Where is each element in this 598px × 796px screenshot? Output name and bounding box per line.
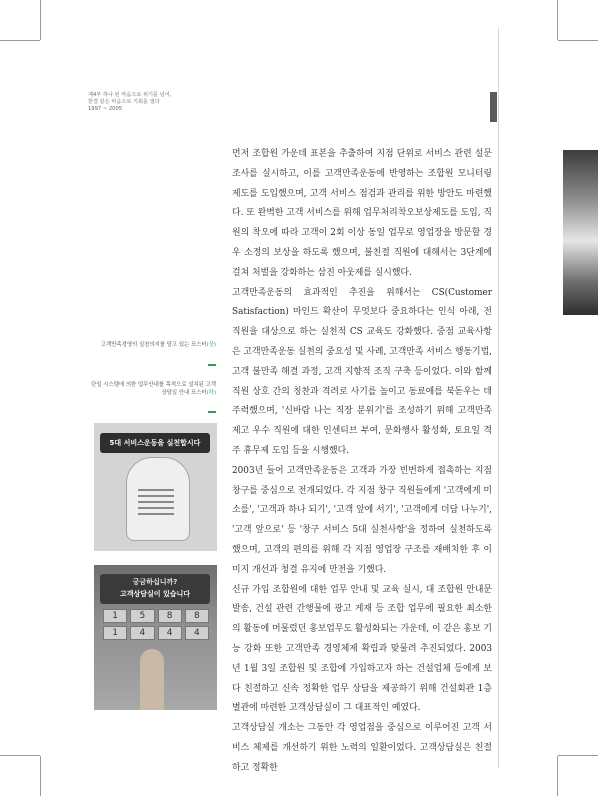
caption-top-poster xyxy=(88,341,216,349)
crop-mark xyxy=(557,0,558,40)
crop-mark xyxy=(558,40,598,41)
service-poster-image xyxy=(94,423,217,551)
poster-header-text: 5대 서비스운동을 실천합시다 xyxy=(109,439,201,447)
body-paragraph: 2003년 들어 고객만족운동은 고객과 가장 빈번하게 접촉하는 지점 창구를 중심으로 전개되었다. 각 지점 창구 직원들에게 '고객에게 미소를', '고객과 하나 되기', '고객 앞에 서기', '고객에게 더담 나누기', '고객 앞으로' 등 '창구 서비스 5대 실천사항'을 정하여 실천하도록 했으며, 고객의 편의를 위해 각 지점 영업장 구조를 재배치한 후 이미지 개선과 청결 유지에 만전을 기했다. xyxy=(232,465,492,575)
keypad-key: 4 xyxy=(158,626,182,640)
crop-mark xyxy=(0,40,40,41)
crop-mark xyxy=(40,756,41,796)
poster-header-text: 고객상담실이 있습니다 xyxy=(119,590,191,598)
keypad-key: 4 xyxy=(130,626,154,640)
caption-dash xyxy=(208,364,216,366)
running-head-line: 한결 같은 마음으로 기회를 열다 xyxy=(88,99,160,106)
chapter-tab-marker xyxy=(490,92,497,122)
keypad-key: 4 xyxy=(185,626,209,640)
keypad-key: 8 xyxy=(185,609,209,623)
keypad-key: 1 xyxy=(103,626,127,640)
page-margin-rule xyxy=(498,28,499,768)
running-head-line: 제4부 하나 된 마음으로 위기를 넘어, xyxy=(88,92,172,98)
crop-mark xyxy=(557,756,558,796)
body-paragraph: 신규 가입 조합원에 대한 업무 안내 및 교육 실시, 대 조합원 안내문 발송, 건설 관련 간행물에 광고 게재 등 조합 업무에 필요한 최소한의 활동에 머물렀던 홍보업무도 활성화되는 가운데, 이 같은 홍보 기능 강화 또한 고객만족 경영체제 확립과 맞물려 추진되었다. 2003년 1월 3일 조합원 및 조합에 가입하고자 하는 건설업체 등에게 보다 친절하고 신속 정확한 업무 상담을 제공하기 위해 건설회관 1층 별관에 마련한 고객상담실이 그 대표적인 예였다. xyxy=(232,584,492,714)
caption-dash xyxy=(208,411,216,413)
counseling-poster-image xyxy=(94,565,217,710)
crop-mark xyxy=(558,755,598,756)
poster-header-text: 궁금하십니까? xyxy=(132,578,178,586)
poster-list-lines xyxy=(138,489,174,519)
running-head xyxy=(88,92,218,114)
caption-position-mark: (상) xyxy=(206,342,216,348)
body-paragraph: 고객상담실 개소는 그동안 각 영업점을 중심으로 이루어진 고객 서비스 체제를 개선하기 위한 노력의 일환이었다. 고객상담실은 친절하고 정확한 xyxy=(232,723,492,773)
phone-keypad xyxy=(103,609,209,640)
body-paragraph: 고객만족운동의 효과적인 추진을 위해서는 CS(Customer Satisfaction) 마인드 확산이 무엇보다 중요하다는 인식 아래, 전 직원을 대상으로 하는 실천적 CS 교육도 강화했다. 중점 교육사항은 고객만족운동 실천의 중요성 및 사례, 고객만족 서비스 행동기법, 고객 불만족 해결 과정, 고객 지향적 조직 구축 등이었다. 이와 함께 직원 상호 간의 칭찬과 격려로 사기를 높이고 동료애를 북돋우는 데 주력했으며, '신바람 나는 직장 분위기'를 조성하기 위해 고객만족 제고 우수 직원에 대한 인센티브 부여, 문화행사 활성화, 토요일 격주 휴무제 도입 등을 시행했다. xyxy=(232,287,492,456)
caption-position-mark: (하) xyxy=(206,390,216,396)
keypad-key: 5 xyxy=(130,609,154,623)
running-head-years: 1997 ~ 2005 xyxy=(88,106,123,113)
crop-mark xyxy=(0,755,40,756)
crop-mark xyxy=(40,0,41,40)
adjacent-page-photo xyxy=(563,150,598,315)
body-text xyxy=(232,145,492,779)
keypad-key: 8 xyxy=(158,609,182,623)
caption-text: 고객만족경영의 실천의지를 담고 있는 포스터 xyxy=(100,342,207,348)
caption-text: 단일 시스템에 의한 업무안내를 목적으로 설치된 고객상담실 안내 포스터 xyxy=(91,382,216,396)
body-paragraph: 먼저 조합원 가운데 표본을 추출하여 지점 단위로 서비스 관련 설문조사를 실시하고, 이를 고객만족운동에 반영하는 조합원 모니터링 제도를 도입했으며, 고객 서비스 점검과 관리를 위한 방안도 마련했다. 또 완벽한 고객 서비스를 위해 업무처리착오보상제도를 도입, 직원의 착오에 따라 고객이 2회 이상 동일 업무로 영업장을 방문할 경우 소정의 보상을 하도록 했으며, 불친절 직원에 대해서는 3단계에 걸쳐 처벌을 강화하는 삼진 아웃제를 실시했다. xyxy=(232,149,492,278)
finger-illustration xyxy=(140,649,164,710)
keypad-key: 1 xyxy=(103,609,127,623)
caption-bottom-poster xyxy=(88,381,216,397)
